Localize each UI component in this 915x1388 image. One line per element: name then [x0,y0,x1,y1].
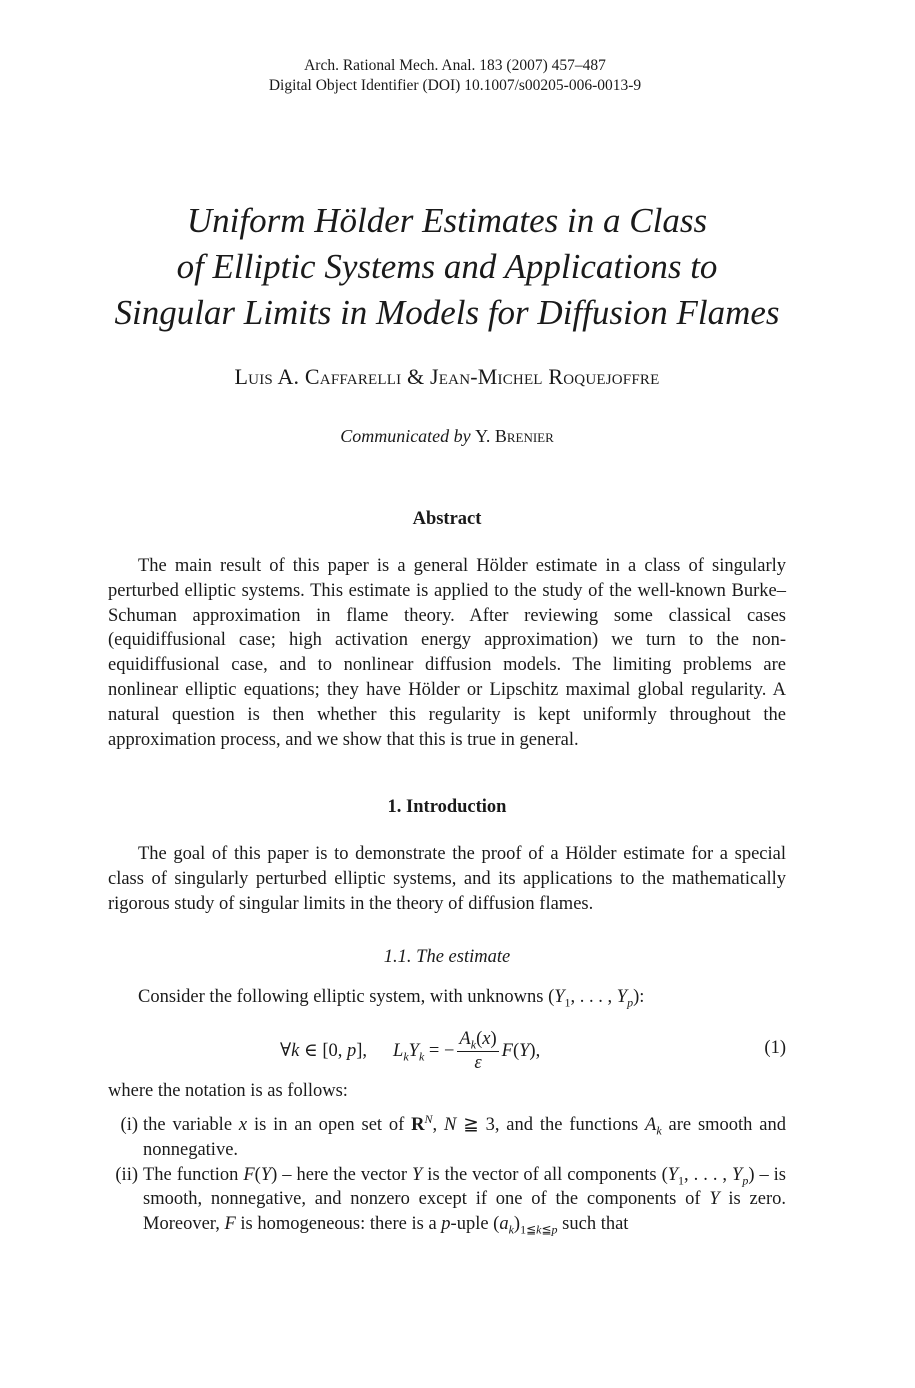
equation-1 [108,1025,786,1077]
list-item [108,1163,786,1237]
list-item-label: (i) [120,1115,138,1135]
equation-forall: ∀k ∈ [0, p], [280,1041,368,1061]
equation-body [280,1025,540,1077]
notation-intro: where the notation is as follows: [108,1081,348,1101]
list-item [108,1113,786,1163]
equation-lhs: $L_kY_k$ = − [393,1040,455,1064]
list-item-text: The function F(Y) – here the vector Y is the vector of all components ($Y_1$, . . . , $Y_p$) – is smooth, nonnegative, and nonzero except if one of the components of Y is zero. Moreover, F is homogeneous: there is a p-uple $(a_k)_{1≦k≦p}$ such that [143,1164,786,1237]
communicated-name: Y. Brenier [475,426,554,446]
fraction-numerator: $A_k(x)$ [459,1029,497,1052]
title-line-3: Singular Limits in Models for Diffusion Flames [114,293,780,332]
paper-title [108,198,786,336]
equation-number: (1) [764,1038,786,1058]
consider-text: Consider the following elliptic system, with unknowns [138,987,549,1007]
abstract-heading: Abstract [412,509,482,529]
equation-fraction [457,1028,498,1074]
title-line-1: Uniform Hölder Estimates in a Class [186,201,708,240]
fraction-denominator: ε [474,1053,482,1073]
introduction-body: The goal of this paper is to demonstrate the proof of a Hölder estimate for a special class of singularly perturbed elliptic systems, and its applications to the mathematically rigorous study of singular limits in the theory of diffusion flames. [108,844,786,914]
unknowns-vars: ($Y_1$, . . . , $Y_p$): [548,987,645,1010]
introduction-heading: 1. Introduction [387,797,507,817]
abstract-body: The main result of this paper is a general Hölder estimate in a class of singularly perturbed elliptic systems. This estimate is applied to the study of the well-known Burke–Schuman approximation in flame theory. After reviewing some classical cases (equidiffusional case; high activation energy approximation) we turn to the non-equidiffusional case, and to nonlinear diffusion models. The limiting problems are nonlinear elliptic equations; they have Hölder or Lipschitz maximal global regularity. A natural question is then whether this regularity is kept uniformly throughout the approximation process, and we show that this is true in general. [108,556,786,750]
notation-list [108,1113,786,1237]
authors: Luis A. Caffarelli & Jean-Michel Roquejoffre [234,364,660,389]
equation-rhs: F(Y), [501,1040,541,1061]
title-line-2: of Elliptic Systems and Applications to [176,247,718,286]
journal-citation: Arch. Rational Mech. Anal. 183 (2007) 457–487 [304,57,606,74]
list-item-text: the variable x is in an open set of $R^N$, N ≧ 3, and the functions $A_k$ are smooth and nonnegative. [143,1111,786,1160]
communicated-label: Communicated by [340,426,471,446]
communicated-by [108,426,786,447]
subsection-heading: 1.1. The estimate [383,947,511,967]
journal-header [108,56,786,96]
system-intro-sentence [138,987,786,1008]
list-item-label: (ii) [115,1164,138,1185]
doi-line: Digital Object Identifier (DOI) 10.1007/s00205-006-0013-9 [268,77,642,94]
